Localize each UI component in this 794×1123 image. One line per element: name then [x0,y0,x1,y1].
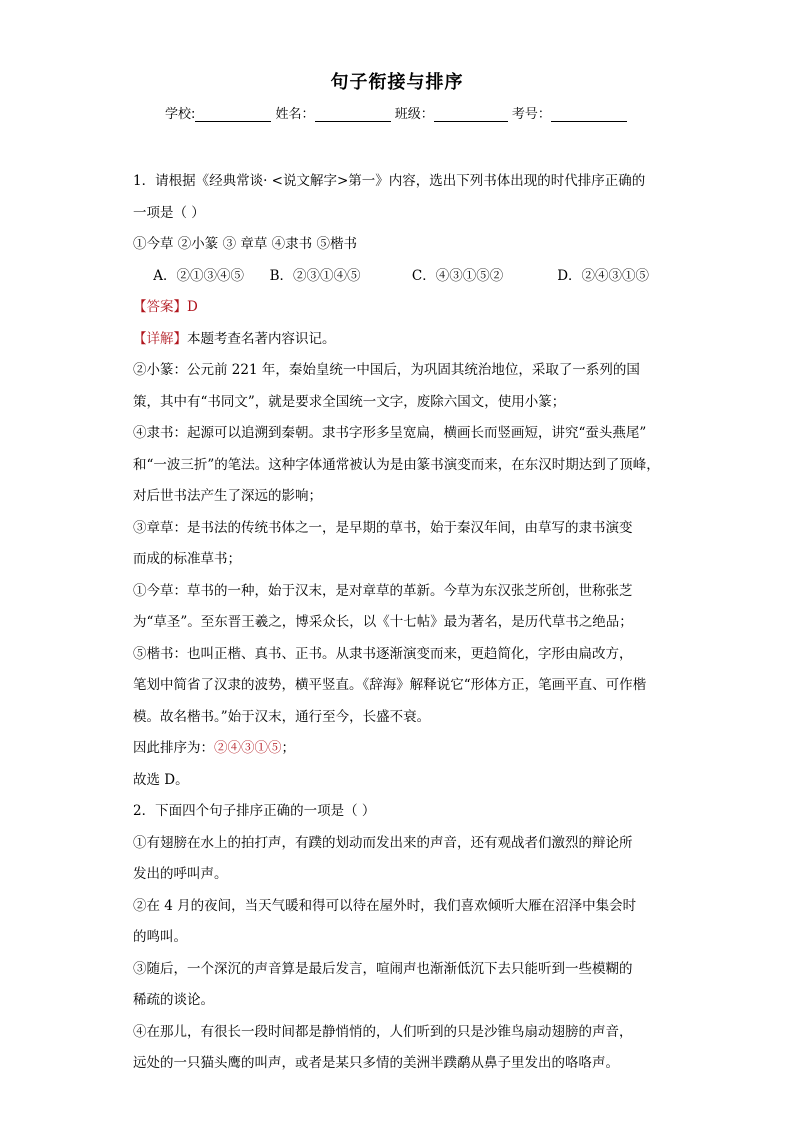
detail-zhangcao-line-1: ③章草：是书法的传统书体之一，是早期的草书，始于秦汉年间，由草写的隶书演变 [133,519,633,536]
order-value: ②④③①⑤ [214,740,282,756]
detail-jincao-line-2: 为“草圣”。至东晋王羲之，博采众长，以《十七帖》最为著名，是历代草书之绝品； [133,614,633,630]
question-body [133,172,673,1086]
q2-sentence-4-line-2: 远处的一只猫头鹰的叫声，或者是某只多情的美洲半蹼鹬从鼻子里发出的咯咯声。 [133,1055,619,1071]
q2-sentence-1-line-2: 发出的呼叫声。 [133,866,228,882]
answer-label: 【答案】 [133,299,187,315]
order-label: 因此排序为： [133,740,214,756]
order-end: ； [281,740,295,756]
detail-kaishu-line-1: ⑤楷书：也叫正楷、真书、正书。从隶书逐渐演变而来，更趋简化，字形由扁改方， [133,645,633,662]
q1-detail [133,330,673,362]
q1-options [133,267,673,299]
detail-jincao-line-1: ①今草：草书的一种，始于汉末，是对章草的革新。今草为东汉张芝所创，世称张芝 [133,582,633,599]
answer-value: D [187,299,198,315]
name-blank[interactable] [315,107,391,122]
q1-option-b[interactable]: B．②③①④⑤ [269,267,361,284]
detail-xiaozhuan-line-2: 策，其中有“书同文”，就是要求全国统一文字，废除六国文，使用小篆； [133,393,566,410]
q2-sentence-3-line-1: ③随后，一个深沉的声音算是最后发言，喧闹声也渐渐低沉下去只能听到一些模糊的 [133,960,633,977]
q1-answer [133,298,673,330]
page-title: 句子衔接与排序 [330,72,464,93]
name-label: 姓名： [275,107,315,122]
school-blank[interactable] [195,107,271,122]
detail-lishu-line-3: 对后世书法产生了深远的影响； [133,488,322,504]
q1-stem-line-1: 1．请根据《经典常谈· <说文解字>第一》内容，选出下列书体出现的时代排序正确的 [133,173,646,189]
detail-lishu-line-2: 和“一波三折”的笔法。这种字体通常被认为是由篆书演变而来，在东汉时期达到了顶峰， [133,456,660,473]
q2-sentence-2-line-1: ②在 4 月的夜间，当天气暖和得可以待在屋外时，我们喜欢倾听大雁在沼泽中集会时 [133,897,637,914]
exam-number-label: 考号： [511,107,551,122]
q2-sentence-4-line-1: ④在那儿，有很长一段时间都是静悄悄的，人们听到的只是沙锥鸟扇动翅膀的声音， [133,1023,633,1040]
q1-items: ①今草 ②小篆 ③ 章草 ④隶书 ⑤楷书 [133,236,357,252]
detail-lishu-line-1: ④隶书：起源可以追溯到秦朝。隶书字形多呈宽扁，横画长而竖画短，讲究“蚕头燕尾” [133,425,647,441]
detail-zhangcao-line-2: 而成的标准草书； [133,551,241,567]
detail-kaishu-line-3: 模。故名楷书。”始于汉末，通行至今，长盛不衰。 [133,708,431,725]
conclusion-line: 故选 D。 [133,771,189,788]
exam-number-blank[interactable] [551,107,627,122]
q1-option-c[interactable]: C．④③①⑤② [411,267,504,284]
q2-sentence-2-line-2: 的鸣叫。 [133,929,187,945]
q1-option-a[interactable]: A．②①③④⑤ [153,267,245,284]
class-blank[interactable] [434,107,508,122]
detail-xiaozhuan-line-1: ②小篆：公元前 221 年，秦始皇统一中国后，为巩固其统治地位，采取了一系列的国 [133,362,640,378]
detail-text: 本题考查名著内容识记。 [187,330,336,347]
student-info-line [165,103,627,122]
order-line [133,739,673,771]
class-label: 班级： [394,107,434,122]
detail-label: 【详解】 [133,330,187,347]
q2-sentence-1-line-1: ①有翅膀在水上的拍打声，有蹼的划动而发出来的声音，还有观战者们激烈的辩论所 [133,834,633,851]
q1-option-d[interactable]: D．②④③①⑤ [557,267,650,284]
q2-sentence-3-line-2: 稀疏的谈论。 [133,992,214,1008]
q1-stem-line-2: 一项是（ ） [133,204,205,221]
q2-stem: 2．下面四个句子排序正确的一项是（ ） [133,803,376,819]
school-label: 学校: [165,107,196,122]
detail-kaishu-line-2: 笔划中简省了汉隶的波势，横平竖直。《辞海》解释说它“形体方正，笔画平直、可作楷 [133,677,647,693]
